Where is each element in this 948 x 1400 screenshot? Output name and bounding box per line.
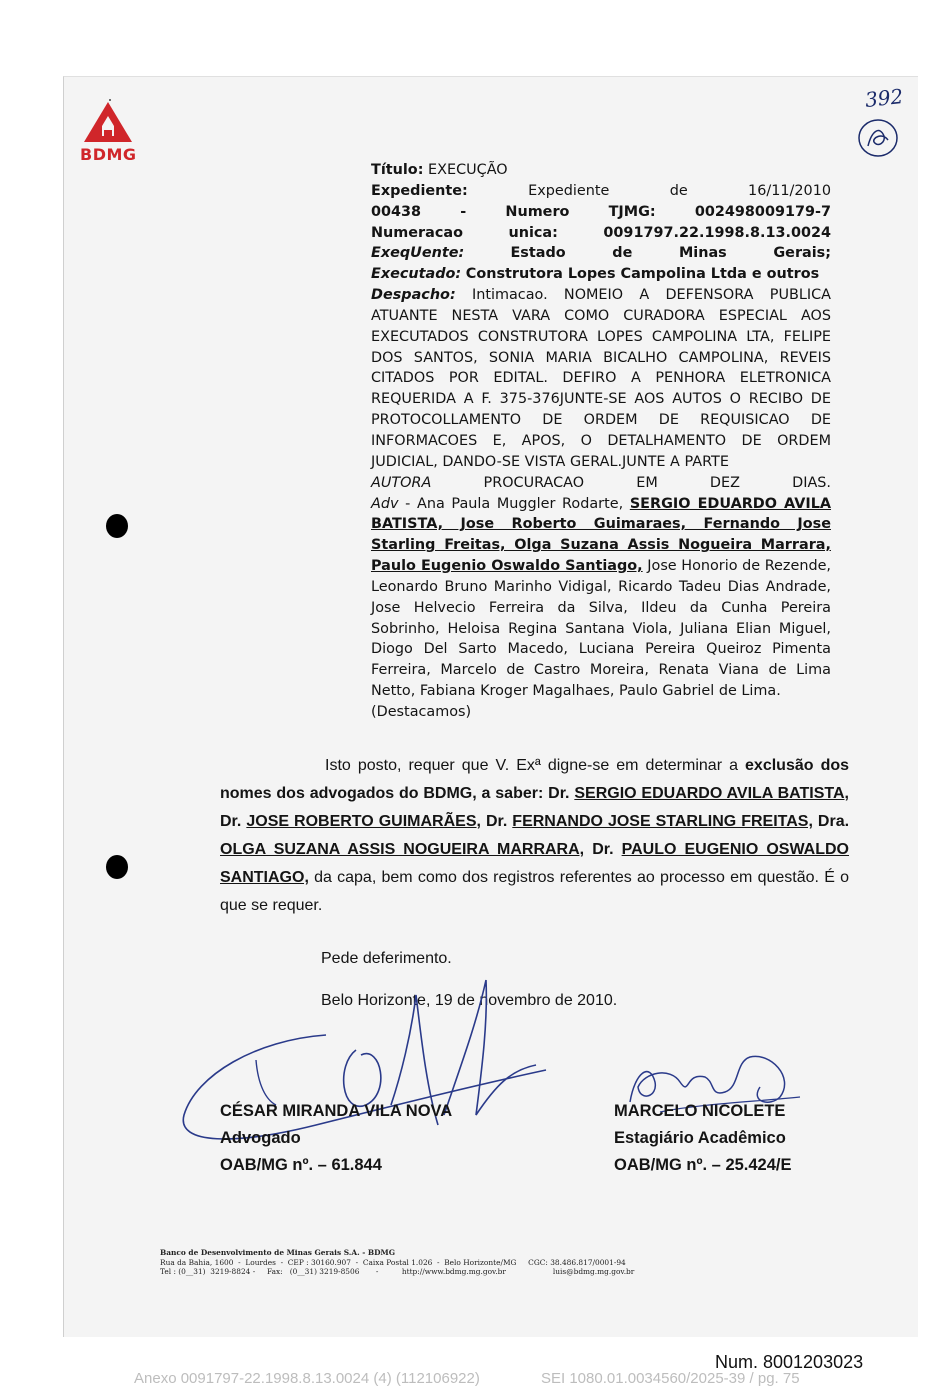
sei-watermark: SEI 1080.01.0034560/2025-39 / pg. 75 bbox=[541, 1370, 800, 1387]
punch-hole bbox=[106, 514, 128, 538]
advogados-text: Adv - Ana Paula Muggler Rodarte, SERGIO EDUARDO AVILA BATISTA, Jose Roberto Guimaraes, Fernando Jose Starling Freitas, Olga Suzana Assis Nogueira Marrara, Paulo Eugenio Oswaldo Santiago, Jose Honorio de Rezende, Leonardo Bruno Marinho Vidigal, Ricardo Tadeu Dias Andrade, Jose Helvecio Ferreira da Silva, Ildeu da Cunha Pereira Sobrinho, Heloisa Regina Santana Viola, Juliana Elian Miguel, Diogo Del Sarto Macedo, Luciana Pereira Queiroz Pimenta Ferreira, Marcelo de Castro Moreira, Renata Viana de Lima Netto, Fabiana Kroger Magalhaes, Paulo Gabriel de Lima. bbox=[371, 495, 832, 700]
signer-oab: OAB/MG nº. – 61.844 bbox=[220, 1156, 382, 1174]
signer-oab: OAB/MG nº. – 25.424/E bbox=[614, 1156, 792, 1174]
anexo-watermark: Anexo 0091797-22.1998.8.13.0024 (4) (112106922) bbox=[134, 1370, 480, 1387]
exequente-line: ExeqUente: Estado de Minas Gerais; bbox=[371, 245, 832, 262]
document-number: Num. 8001203023 bbox=[715, 1352, 864, 1372]
signature-block-cesar bbox=[220, 1098, 452, 1179]
destacamos: (Destacamos) bbox=[371, 703, 472, 720]
pede-deferimento: Pede deferimento. bbox=[321, 950, 452, 967]
signature-block-marcelo bbox=[614, 1098, 792, 1179]
punch-hole bbox=[106, 855, 128, 879]
letterhead-footer: Banco de Desenvolvimento de Minas Gerais S.A. - BDMG Rua da Bahia, 1600 - Lourdes - CEP : 30160.907 - Caixa Postal 1.026 - Belo Horizonte/MG CGC: 38.486.817/0001-94 Tel : (0__31) 3219-8824 - Fax: (0__31) 3219-8506 - http://www.bdmg.mg.gov.br luis@bdmg.mg.gov.br bbox=[160, 1248, 635, 1277]
signer-name: CÉSAR MIRANDA VILA NOVA bbox=[220, 1102, 453, 1120]
logo-text: BDMG bbox=[80, 145, 137, 164]
gazette-excerpt bbox=[371, 160, 831, 723]
place-date: Belo Horizonte, 19 de novembro de 2010. bbox=[321, 992, 618, 1009]
request-paragraph: Isto posto, requer que V. Exª digne-se em determinar a exclusão dos nomes dos advogados do BDMG, a saber: Dr. SERGIO EDUARDO AVILA BATISTA, Dr. JOSE ROBERTO GUIMARÃES, Dr. FERNANDO JOSE STARLING FREITAS, Dra. OLGA SUZANA ASSIS NOGUEIRA MARRARA, Dr. PAULO EUGENIO OSWALDO SANTIAGO, da capa, bem como dos registros referentes ao processo em questão. É o que se requer. bbox=[220, 757, 850, 914]
signer-role: Advogado bbox=[220, 1129, 301, 1147]
initials-stamp-icon bbox=[856, 116, 900, 160]
numeracao-line: Numeracao unica: 0091797.22.1998.8.13.0024 bbox=[371, 224, 831, 241]
autora-line: AUTORA PROCURACAO EM DEZ DIAS. bbox=[371, 474, 831, 491]
signer-role: Estagiário Acadêmico bbox=[614, 1129, 786, 1147]
despacho-text: Despacho: Intimacao. NOMEIO A DEFENSORA PUBLICA ATUANTE NESTA VARA COMO CURADORA ESPECIAL AOS EXECUTADOS CONSTRUTORA LOPES CAMPOLINA LTA, FELIPE DOS SANTOS, SONIA MARIA BICALHO CAMPOLINA, REVEIS CITADOS POR EDITAL. DEFIRO A PENHORA ELETRONICA REQUERIDA A F. 375-376JUNTE-SE AOS AUTOS O RECIBO DE PROTOCOLLAMENTO DE ORDEM DE REQUISICAO DE INFORMACOES E, APOS, O DETALHAMENTO DE ORDEM JUDICIAL, DANDO-SE VISTA GERAL.JUNTE A PARTE bbox=[371, 287, 831, 470]
signer-name: MARCELO NICOLETE bbox=[614, 1102, 786, 1120]
numero-line: 00438 - Numero TJMG: 002498009179-7 bbox=[371, 203, 831, 220]
executado-line: Executado: Construtora Lopes Campolina Ltda e outros bbox=[371, 266, 820, 283]
handwritten-page-number: 392 bbox=[863, 84, 905, 112]
expediente-line: Expediente: Expediente de 16/11/2010 bbox=[371, 182, 832, 199]
titulo-line: Título: EXECUÇÃO bbox=[371, 162, 508, 178]
